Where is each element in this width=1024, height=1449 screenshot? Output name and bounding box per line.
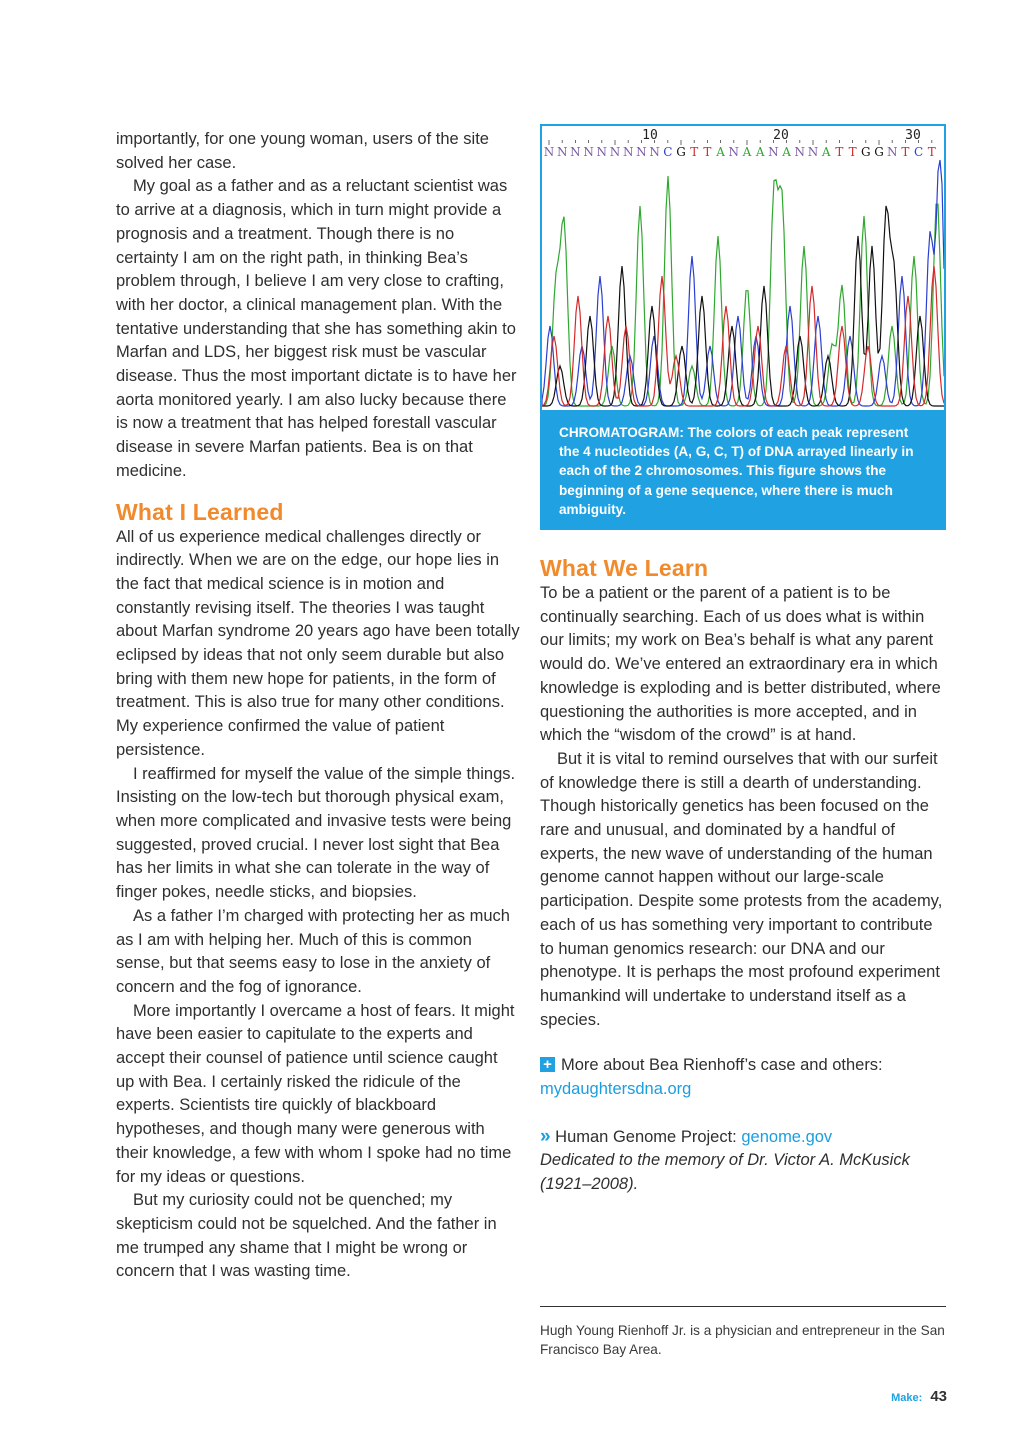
body-paragraph: importantly, for one young woman, users of the site solved her case. — [116, 130, 489, 172]
base-call: T — [927, 145, 936, 159]
base-call: N — [807, 145, 819, 159]
ruler-number: 20 — [773, 128, 789, 143]
base-call: N — [543, 145, 555, 159]
base-call: A — [821, 145, 831, 159]
base-call: T — [901, 145, 910, 159]
base-call: A — [755, 145, 765, 159]
base-call: N — [768, 145, 779, 159]
trace-lines — [542, 160, 944, 406]
brand-mark: Make: — [891, 1392, 923, 1404]
hgp-label: Human Genome Project: — [555, 1127, 737, 1146]
base-call: G — [861, 145, 871, 159]
base-call: G — [874, 145, 884, 159]
double-chevron-icon: » — [540, 1125, 551, 1147]
plus-icon: + — [540, 1057, 555, 1072]
base-call-sequence — [544, 145, 936, 159]
chromatogram-figure — [540, 124, 946, 530]
base-call: N — [649, 145, 660, 159]
base-call: N — [728, 145, 740, 159]
body-paragraph: As a father I’m charged with protecting her as much as I am with helping her. Much of this is common sense, but that seems easy to lose in the anxiety of concern and the fog of ignorance. — [116, 906, 510, 996]
left-column — [116, 128, 520, 1284]
chromatogram-image — [542, 126, 944, 410]
base-call: T — [848, 145, 857, 159]
body-paragraph: But my curiosity could not be quenched; my skepticism could not be squelched. And the father in me trumped any shame that I might be wrong or concern that I was wasting time. — [116, 1191, 497, 1281]
divider — [540, 1306, 946, 1307]
base-call: N — [794, 145, 806, 159]
page-number: 43 — [930, 1388, 947, 1405]
ruler-number: 10 — [642, 128, 658, 143]
more-link-label: More about Bea Rienhoff’s case and others: — [561, 1056, 883, 1075]
base-call: N — [583, 145, 594, 159]
base-call: T — [835, 145, 844, 159]
base-call: A — [716, 145, 725, 159]
body-paragraph: I reaffirmed for myself the value of the simple things. Insisting on the low-tech but thorough physical exam, when more complicated and invasive tests were being suggested, proved crucial. I never lost sight that Bea has her limits in what she can tolerate in the way of finger pokes, needle sticks, and biopsies. — [116, 764, 516, 902]
base-call: A — [782, 145, 791, 159]
trace-line — [542, 160, 944, 406]
base-call: N — [596, 145, 608, 159]
hgp-block — [540, 1125, 946, 1150]
mydaughtersdna-link[interactable]: mydaughtersdna.org — [540, 1080, 692, 1099]
figure-caption: CHROMATOGRAM: The colors of each peak represent the 4 nucleotides (A, G, C, T) of DNA arrayed linearly in each of the 2 chromosomes. This figure shows the beginning of a gene sequence, where there is much ambiguity. — [559, 425, 914, 517]
base-call: N — [609, 145, 621, 159]
section-heading-what-i-learned: What I Learned — [116, 498, 284, 525]
base-call: N — [570, 145, 581, 159]
base-call: N — [556, 145, 568, 159]
base-call: T — [703, 145, 712, 159]
base-call: N — [886, 145, 898, 159]
body-paragraph: My goal as a father and as a reluctant scientist was to arrive at a diagnosis, which in turn might provide a prognosis and a treatment. Though there is no certainty I am on the right path, in thinking Bea’s problem through, I believe I am very close to crafting, with her doctor, a clinical management plan. With the tentative understanding that she has something akin to Marfan and LDS, her biggest risk must be vascular disease. Thus the most important dictate is to have her aorta monitored yearly. I am also lucky because there is now a treatment that has helped forestall vascular disease in severe Marfan patients. Bea is on that medicine. — [116, 177, 517, 480]
body-paragraph: But it is vital to remind ourselves that with our surfeit of knowledge there is still a dearth of understanding. Though historically genetics has been focused on the rare and unusual, and dominated by a handful of experts, the new wave of understanding of the human genome cannot happen without our large-scale participation. Despite some protests from the academy, each of us has something very important to contribute to human genomics research: our DNA and our phenotype. It is perhaps the most profound experiment humankind will undertake to understand itself as a species. — [540, 749, 943, 1029]
body-paragraph: All of us experience medical challenges directly or indirectly. When we are on the edge, our hope lies in the fact that medical science is in motion and constantly revising itself. The theories I was taught about Marfan syndrome 20 years ago have been totally eclipsed by ideas that not only seem durable but also bring with them new hope for patients, in the form of treatment. This is also true for many other conditions. My experience confirmed the value of patient persistence. — [116, 527, 520, 759]
base-call: C — [663, 145, 673, 159]
section-heading-what-we-learn: What We Learn — [540, 555, 709, 581]
genome-gov-link[interactable]: genome.gov — [741, 1127, 833, 1146]
body-paragraph: More importantly I overcame a host of fears. It might have been easier to capitulate to the experts and accept their counsel of patience until science caught up with Bea. I certainly risked the ridicule of the experts. Scientists tire quickly of blackboard hypotheses, and though many were generous with their knowledge, a few with whom I spoke had no time for my ideas or questions. — [116, 1001, 515, 1186]
more-info-block — [540, 1054, 946, 1101]
body-paragraph: To be a patient or the parent of a patient is to be continually searching. Each of us does what is within our limits; my work on Bea’s behalf is what any parent would do. We’ve entered an extraordinary era in which knowledge is exploding and is better distributed, where questioning the authorities is more accepted, and in which the “wisdom of the crowd” is at hand. — [540, 584, 941, 745]
page-footer — [891, 1388, 947, 1405]
base-call: N — [636, 145, 647, 159]
base-call: A — [742, 145, 752, 159]
base-call: C — [914, 145, 924, 159]
right-column — [540, 548, 946, 1197]
ruler-number: 30 — [905, 128, 921, 143]
base-call: G — [676, 145, 686, 159]
base-call: N — [622, 145, 634, 159]
base-call: T — [690, 145, 699, 159]
author-bio: Hugh Young Rienhoff Jr. is a physician and entrepreneur in the San Francisco Bay Area. — [540, 1323, 945, 1357]
dedication: Dedicated to the memory of Dr. Victor A. McKusick (1921–2008). — [540, 1151, 910, 1194]
